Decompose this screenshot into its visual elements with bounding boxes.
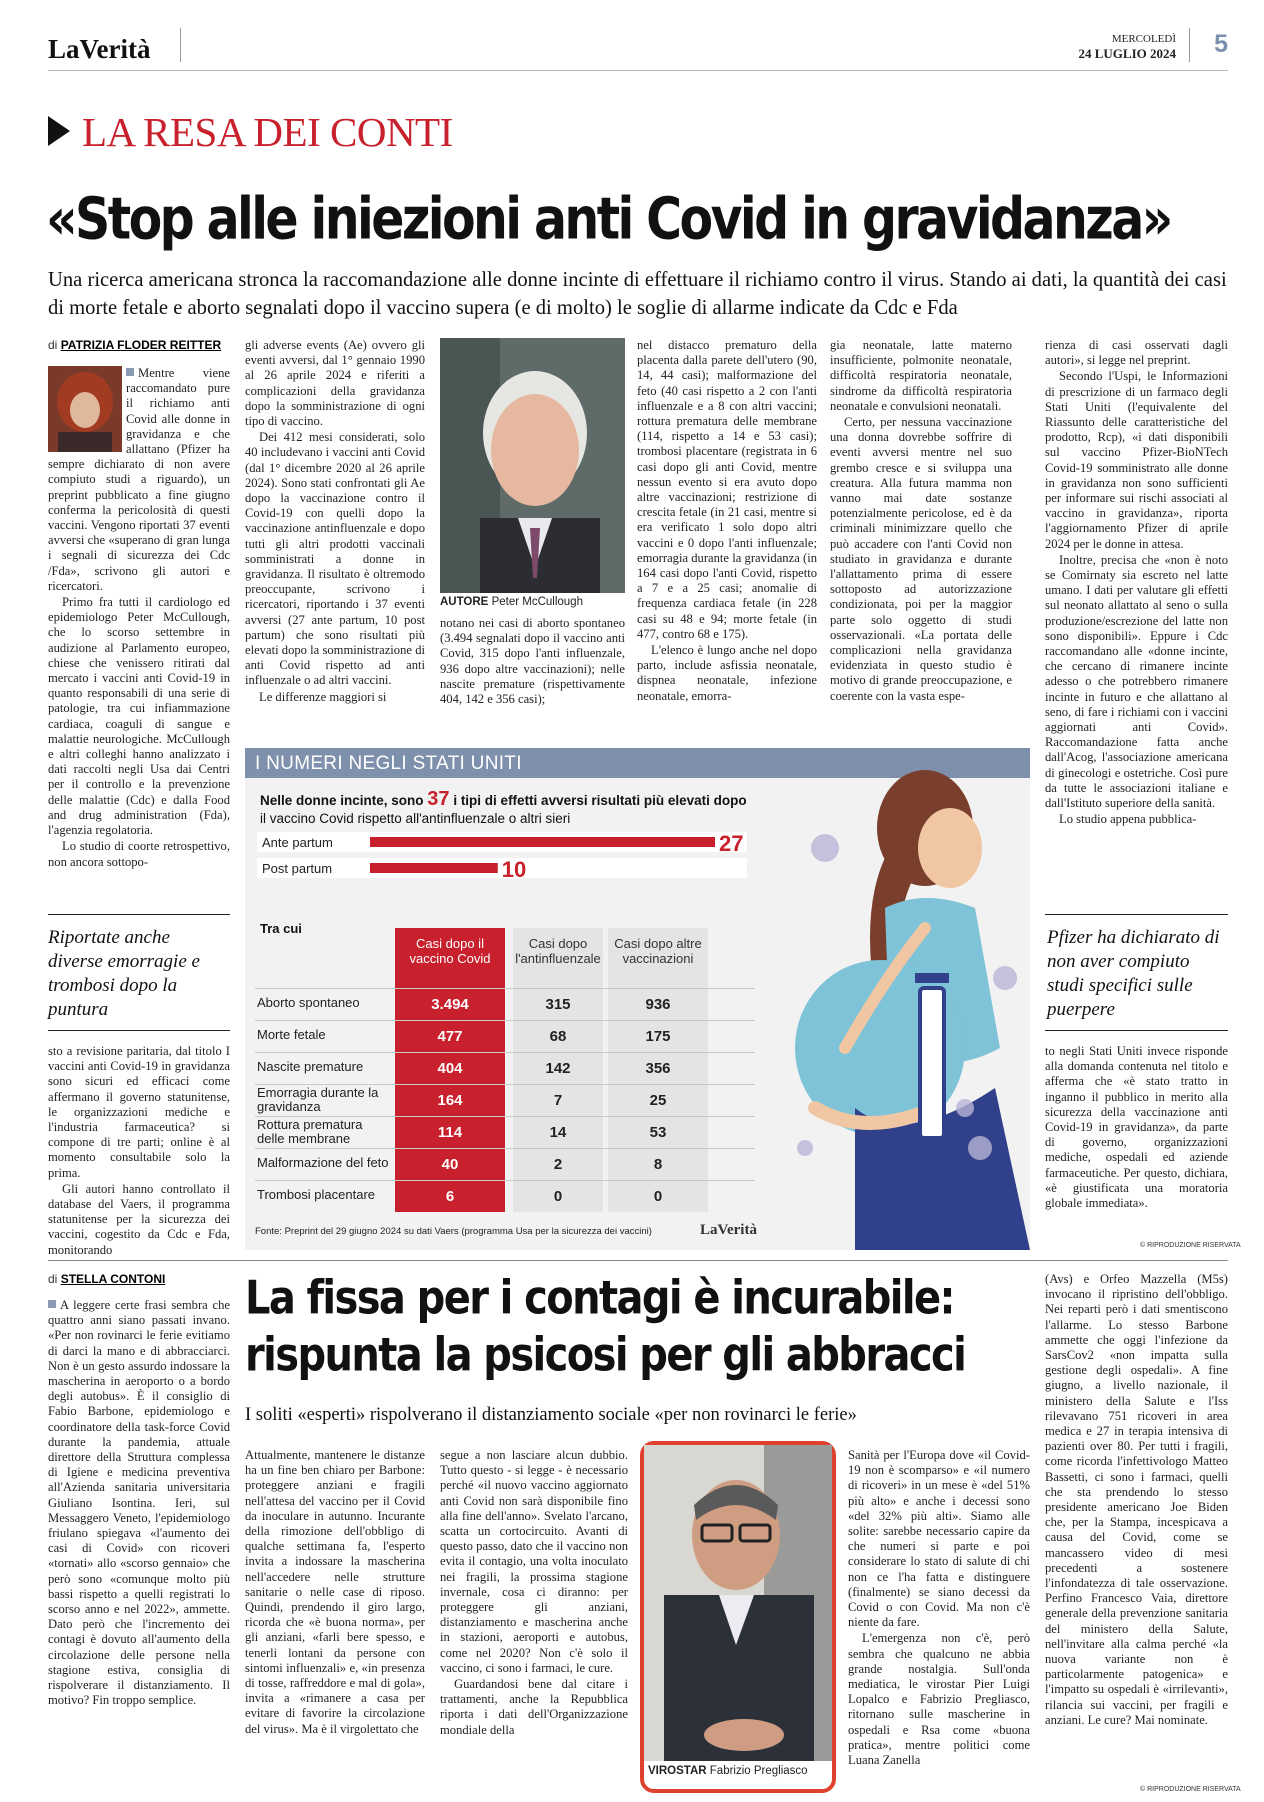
a2-col4-a: Sanità per l'Europa dove «il Covid-19 non è scomparso» e «il numero di ricoveri» in un mese è «del 51% più alto» e anche i decessi sono «del 32% più alti». Siamo alle solite: sarebbe necessario capire da che numeri si parte e poi considerare lo stato di salute di chi non ce l'ha fatta e distinguere (finalmente) se siano decessi da Covid o con Covid. Ma non c'è niente da fare. (848, 1448, 1030, 1630)
row-label-4: Emorragia durante la gravidanza (257, 1085, 379, 1114)
cell-2-3: 175 (645, 1028, 671, 1045)
article-separator (48, 1260, 1228, 1261)
cell-7-1: 6 (445, 1188, 455, 1205)
cell-1-1: 3.494 (431, 996, 469, 1013)
article2-subtitle: I soliti «esperti» rispolverano il distanziamento sociale «per non rovinarci le ferie» (245, 1405, 857, 1425)
infographic-logo: LaVerità (700, 1222, 757, 1238)
a1-col3-a: notano nei casi di aborto spontaneo (3.494 segnalati dopo il vaccino anti Covid, 315 dopo l'anti influenzale, 936 dopo altre vaccinazioni); nelle nascite premature (rispettivamente 404, 142 e 356 casi); (440, 616, 625, 707)
article2-rights: © RIPRODUZIONE RISERVATA (1140, 1786, 1241, 1793)
row-label-3: Nascite premature (257, 1059, 364, 1074)
a1-col6-c: Inoltre, precisa che «non è noto se Comirnaty sia escreto nel latte umano. I dati per valutare gli effetti sul neonato allattato al seno o sulla produzione/escrezione del latte non sono disponibili». Eppure i Cdc raccomandano alle «donne incinte, che cercano di rimanere incinte adesso o che potrebbero rimanere incinte in futuro e che allattano al seno, di fare i richiami con i vaccini aggiornati anti Covid». Raccomandazione fatta anche dall'Acog, l'associazione americana di ginecologi e ostetriche. Così pure da tutte le associazioni italiane e dall'Istituto superiore della sanità. (1045, 552, 1228, 811)
a1-col6-bottom: to negli Stati Uniti invece risponde alla domanda contenuta nel titolo e afferma che «è stato tratto in inganno il pubblico in merito alla sicurezza della vaccinazione anti Covid-19 in gravidanza», da parte di governo, organizzazioni mediche, ospedali ed aziende farmaceutiche. Per questo, dichiara, «è giustificata una moratoria globale immediata». (1045, 1044, 1228, 1211)
article2-col4 (848, 1448, 1030, 1790)
a1-col5-b: Certo, per nessuna vaccinazione una donna dovrebbe soffrire di eventi avversi mentre nel suo grembo cresce e si sviluppa una creatura. Alla futura mamma non vanno mai date sostanze potenzialmente pericolose, ed è da criminali minimizzare quello che può accadere con l'anti Covid non studiato in gravidanza e durante l'allattamento prima di essere sottoposto ad autorizzazione condizionata, poi per la maggior parte solo oggetto di studi osservazionali. «La portata delle complicazioni nella gravidanza evidenziata in questo studio è motivo di grande preoccupazione, e coerente con la vasta espe- (830, 415, 1012, 703)
infographic-intro (260, 788, 800, 811)
column-header-1: Casi dopo il vaccino Covid (409, 936, 491, 966)
quote-right-bottom-rule (1045, 1030, 1228, 1031)
a2-col4-b: L'emergenza non c'è, però sembra che qualcuno ne abbia grande nostalgia. Sull'onda mediatica, le virostar Pier Luigi Lopalco e Fabrizio Pregliasco, ritornano sulle mascherine in ospedali e Rsa come «buona pratica», mentre politici come Luana Zanella (848, 1631, 1030, 1768)
a1-col6-d: Lo studio appena pubblica- (1059, 812, 1197, 827)
partum-bar-chart (245, 830, 765, 884)
article2-col3 (440, 1448, 628, 1790)
page-number: 5 (1214, 30, 1228, 58)
portrait-man-glasses-icon (644, 1445, 832, 1761)
a1-col1-b: Primo fra tutti il cardiologo ed epidemiologo Peter McCullough, che lo scorso settembre in audizione al Parlamento europeo, chiese che venissero ritirati dal mercato i vaccini anti Covid-19 in quanto responsabili di una serie di patologie, tra cui infiammazione cardiaca, coaguli di sangue e malattie neurologiche. McCullough e altri colleghi hanno analizzato i dati raccolti negli Usa dai Centri per il controllo e la prevenzione delle malattie (Cdc) e dalla Food and drug administration (Fda), l'agenzia regolatoria. (48, 595, 230, 838)
intro-pre: Nelle donne incinte, sono (260, 793, 424, 808)
cell-2-2: 68 (549, 1028, 567, 1045)
infographic-intro-line2: il vaccino Covid rispetto all'antinfluenzale o altri sieri (260, 811, 571, 826)
a1-col4-a: nel distacco prematuro della placenta dalla parete dell'utero (90, 14, 44 casi); malformazione del feto (40 casi rispetto a 2 con l'anti influenzale e a 8 con altri vaccini; rottura prematura delle membrane (114, rispetto a 14 e 53 casi); trombosi placentare (registrata in 6 casi dopo gli anti Covid, mentre nessun evento si era avuto dopo altre vaccinazioni; restrizione di crescita fetale (in 21 casi, mentre si era verificato 1 solo dopo altri vaccini e 0 dopo l'anti influenzale; emorragia durante la gravidanza (in 164 casi dopo l'anti Covid, rispetto a 7 e a 25 casi; anomalie di frequenza cardiaca fetale (in 228 casi su 48 e 94; morte fetale (in 477, contro 68 e 175). (637, 338, 817, 641)
cell-6-3: 8 (653, 1156, 663, 1173)
a1-col2-a: gli adverse events (Ae) ovvero gli eventi avversi, dal 1° gennaio 1990 al 26 aprile 2024 e riferiti a complicazioni della gravidanza dopo la somministrazione di ogni tipo di vaccino. (245, 338, 425, 429)
portrait-man-icon (440, 338, 625, 593)
cell-3-2: 142 (545, 1060, 571, 1077)
cell-3-3: 356 (645, 1060, 671, 1077)
caption2-label: VIROSTAR (648, 1765, 707, 1777)
masthead (48, 28, 1228, 70)
byline-name: PATRIZIA FLODER REITTER (60, 338, 222, 352)
article1-col6-bottom (1045, 1044, 1228, 1236)
row-divider (255, 988, 755, 989)
photo-pregliasco-frame (640, 1441, 836, 1793)
intro-num: 37 (427, 788, 450, 810)
article1-headline: «Stop alle iniezioni anti Covid in gravidanza» (46, 185, 1171, 253)
quote-right: Pfizer ha dichiarato di non aver compiuto studi specifici sulle puerpere (1047, 927, 1220, 1020)
a1-col1-bottom: sto a revisione paritaria, dal titolo I vaccini anti Covid-19 in gravidanza sono sicuri ed efficaci come affermano il governo statunitense, le organizzazioni mediche e l'industria farmaceutica? si compone di tre parti; online è al momento consultabile solo la prima. (48, 1044, 230, 1180)
bar-label-1: Ante partum (262, 835, 333, 850)
cell-4-3: 25 (649, 1092, 667, 1109)
photo-caption-mccullough (440, 596, 583, 608)
a2-col3-a: segue a non lasciare alcun dubbio. Tutto questo - si legge - è necessario perché «il nuovo vaccino aggiornato anti Covid non sarà disponibile fino alla fine dell'anno». Svelato l'arcano, scatta un cortocircuito. Avanti di questo passo, dato che il vaccino non evita il contagio, una volta inoculato nei fragili, la prossima stagione invernale, cosa ci diranno: per proteggere gli anziani, distanziamento e mascherina anche in stazioni, aeroporti e autobus, come nel 2020? Non c'è solo il vaccino, ci sono i farmaci, le cure. (440, 1448, 628, 1675)
cell-7-3: 0 (653, 1188, 663, 1205)
a2-col2-a: Attualmente, mantenere le distanze ha un fine ben chiaro per Barbone: proteggere anziani e fragili nell'attesa del vaccino per il Covid da inoculare in autunno. Incurante della rimozione dell'obbligo di qualche settimana fa, l'esperto invita a indossare la mascherina nell'accedere nelle strutture sanitarie o nelle case di riposo. Quindi, prendendo il giro largo, ricorda che «è buona norma», per gli anziani, «farli bere spesso, e tenerli lontani da persone con sintomi influenzali» e, «in presenza di tosse, raffreddore e mal di gola», invita a «rimanere a casa per evitare di favorire la circolazione del virus». Ma è il virgolettato che (245, 1448, 425, 1736)
section-title: LA RESA DEI CONTI (82, 109, 453, 155)
quote-left-bottom-rule (48, 1030, 230, 1031)
cell-4-1: 164 (437, 1092, 463, 1109)
a1-col6-a: rienza di casi osservati dagli autori», si legge nel preprint. (1045, 338, 1228, 368)
a1-col1-c: Lo studio di coorte retrospettivo, non ancora sottopo- (48, 839, 230, 869)
row-divider (255, 1052, 755, 1053)
column-header-3: Casi dopo altre vaccinazioni (614, 936, 702, 966)
article2-col5 (1045, 1272, 1228, 1782)
article1-rights: © RIPRODUZIONE RISERVATA (1140, 1242, 1241, 1249)
caption2-name: Fabrizio Pregliasco (709, 1765, 808, 1777)
article2-byline (48, 1272, 165, 1286)
article1-col1-bottom (48, 1044, 230, 1257)
cell-1-2: 315 (545, 996, 571, 1013)
cell-2-1: 477 (437, 1028, 463, 1045)
row-divider (255, 1180, 755, 1181)
article1-col5 (830, 338, 1012, 728)
article1-col3 (440, 616, 625, 728)
bar-value-2: 10 (501, 857, 527, 882)
infographic-source: Fonte: Preprint del 29 giugno 2024 su dati Vaers (programma Usa per la sicurezza dei vaccini) (255, 1226, 652, 1237)
quote-left-top-rule (48, 914, 230, 915)
row-label-1: Aborto spontaneo (257, 995, 360, 1010)
cell-5-3: 53 (649, 1124, 667, 1141)
byline2-name: STELLA CONTONI (60, 1272, 166, 1286)
cell-6-1: 40 (441, 1156, 459, 1173)
a1-col2-b: Dei 412 mesi considerati, solo 40 includevano i vaccini anti Covid (dal 1° dicembre 2020 al 26 aprile 2024). Sono stati confrontati gli Ae dopo la vaccinazione contro il Covid-19 con quelli dopo la vaccinazione antinfluenzale e dopo tutti gli altri prodotti vaccinali somministrati a donne in gravidanza. Il risultato è oltremodo preoccupante, scrivono i ricercatori, riportando i 37 eventi avversi (27 ante partum, 10 post partum) che sono risultati più elevati dopo la somministrazione di anti Covid rispetto ad anti influenzale o ad altri vaccini. (245, 430, 425, 688)
intro-post: i tipi di effetti avversi risultati più elevati dopo (453, 793, 747, 808)
infographic (245, 748, 1030, 1250)
a2-col1-a: A leggere certe frasi sembra che quattro anni siano passati invano. «Per non rovinarci le ferie evitiamo di darci la mano e di abbracciarci. Non è un gesto assurdo indossare la mascherina in aeroporto o a bordo degli autobus». È il consiglio di Fabio Barbone, epidemiologo e coordinatore della task-force Covid durante la pandemia, attuale direttore della Struttura complessa di Igiene e medicina preventiva all'Azienda sanitaria universitaria Giuliano Isontina. Ieri, sul Messaggero Veneto, l'epidemiologo friulano spiegava «l'aumento dei casi di Covid» con ricoveri «tornati» allo «scorso gennaio» che però sono «comunque molto più bassi rispetto a quelli registrati lo scorso anno e nel 2022», ammette. Dato però che l'incremento dei contagi è dovuto all'aumento della circolazione delle persone nella stagione estiva, consiglia di rispolverare il distanziamento. Il motivo? Fin troppo semplice. (48, 1298, 230, 1708)
row-divider (255, 1148, 755, 1149)
cell-7-2: 0 (553, 1188, 563, 1205)
bar-label-2: Post partum (262, 861, 333, 876)
masthead-date: 24 LUGLIO 2024 (1078, 46, 1176, 61)
byline-prefix: di (48, 338, 58, 352)
cell-5-2: 14 (549, 1124, 567, 1141)
masthead-day: MERCOLEDÌ (1111, 33, 1176, 45)
tra-cui-label: Tra cui (260, 921, 302, 936)
bar-2 (370, 863, 498, 873)
article1-col4 (637, 338, 817, 728)
cell-5-1: 114 (437, 1124, 463, 1141)
a2-col5-a: (Avs) e Orfeo Mazzella (M5s) invocano il ripristino dell'obbligo. Nei reparti però i dati smentiscono l'allarme. Lo stesso Barbone ammette che oggi l'infezione da SarsCov2 «non impatta sulla gestione degli ospedali». A fine giugno, a livello nazionale, il ministero della Salute e l'Iss rilevavano 751 ricoveri in area medica e 27 in terapia intensiva di pazienti over 80. Per tutti i fragili, come ricorda l'infettivologo Matteo Bassetti, ci sono i farmaci, quelli che sta prendendo lo stesso presidente americano Joe Biden che, per la Stampa, incespicava a causa del Covid, come se mancassero video di mesi precedenti a sostenere l'infondatezza di tale osservazione. Perfino Francesco Vaia, direttore generale della prevenzione sanitaria del ministero della Salute, nell'invitare alla calma perché «la nuova variante non è particolarmente patogenica» e l'impatto su ospedali è «irrilevanti», rilancia sui vaccini, per fragili e anziani. Le cure? Mai nominate. (1045, 1272, 1228, 1727)
row-label-2: Morte fetale (257, 1027, 326, 1042)
row-label-7: Trombosi placentare (257, 1187, 376, 1202)
article2-headline-1: La fissa per i contagi è incurabile: (245, 1272, 954, 1326)
photo-caption-pregliasco (648, 1765, 808, 1777)
a1-col5-a: gia neonatale, latte materno insufficiente, polmonite neonatale, difficoltà respiratoria neonatale, sindrome da difficoltà respiratoria neonatale e convulsioni neonatali. (830, 338, 1012, 413)
infographic-title: I NUMERI NEGLI STATI UNITI (255, 753, 522, 774)
article2-col1 (48, 1298, 230, 1790)
quote-right-top-rule (1045, 914, 1228, 915)
a1-col1-bottom-b: Gli autori hanno controllato il database del Vaers, il programma statunitense per la sicurezza dei vaccini, cogestito da Cdc e Fda, monitorando (48, 1181, 230, 1257)
article2-col2 (245, 1448, 425, 1790)
photo-mccullough (440, 338, 625, 593)
article1-subtitle: Una ricerca americana stronca la raccomandazione alle donne incinte di effettuare il richiamo contro il virus. Stando ai dati, la quantità dei casi di morte fetale e aborto segnalati dopo il vaccino supera (e di molto) le soglie di allarme indicate da Cdc e Fda (48, 269, 1227, 319)
cell-1-3: 936 (645, 996, 671, 1013)
row-label-5: Rottura prematura delle membrane (257, 1117, 363, 1146)
quote-left: Riportate anche diverse emorragie e trombosi dopo la puntura (48, 927, 200, 1020)
caption-name: Peter McCullough (491, 596, 583, 608)
row-label-6: Malformazione del feto (257, 1155, 389, 1170)
article1-byline (48, 338, 221, 352)
row-divider (255, 1020, 755, 1021)
cell-4-2: 7 (553, 1092, 563, 1109)
section-header (48, 108, 748, 156)
article1-col2 (245, 338, 425, 728)
a1-col2-c: Le differenze maggiori si (259, 689, 387, 704)
cell-6-2: 2 (553, 1156, 563, 1173)
article1-col6 (1045, 338, 1228, 902)
bar-1 (370, 837, 715, 847)
caption-label: AUTORE (440, 596, 489, 608)
effects-table (245, 896, 765, 1216)
masthead-divider-2 (1189, 28, 1190, 62)
cell-3-1: 404 (437, 1060, 463, 1077)
masthead-divider (180, 28, 181, 62)
masthead-logo: LaVerità (48, 34, 151, 64)
masthead-rule (48, 70, 1228, 71)
byline2-prefix: di (48, 1272, 58, 1286)
pregnant-woman-illustration (765, 748, 1030, 1250)
a1-col4-b: L'elenco è lungo anche nel dopo parto, include asfissia neonatale, dispnea neonatale, infezione neonatale, emorra- (637, 643, 817, 703)
article1-col1 (48, 366, 230, 890)
column-header-2: Casi dopo l'antinfluenzale (515, 936, 601, 966)
article2-headline-2: rispunta la psicosi per gli abbracci (245, 1329, 966, 1383)
a1-col6-b: Secondo l'Uspi, le Informazioni di prescrizione di un farmaco degli Stati Uniti (l'equivalente del Riassunto delle caratteristiche del prodotto, Rcp), «i dati disponibili sul vaccino Pfizer-BioNTech Covid-19 somministrato alle donne in gravidanza non sono sufficienti per informare sui rischi associati al vaccino in gravidanza», riporta l'aggiornamento Pfizer di aprile 2024 per le donne in attesa. (1045, 369, 1228, 551)
bar-value-1: 27 (719, 831, 744, 856)
arrow-icon (48, 116, 74, 146)
a2-col3-b: Guardandosi bene dal citare i trattamenti, anche la Repubblica riporta i dati dell'Organizzazione mondiale della (440, 1677, 628, 1737)
a1-col1-a: Mentre viene raccomandato pure il richiamo anti Covid alle donne in gravidanza e che allattano (Pfizer ha sempre dichiarato di non avere compiuto studi a riguardo), un preprint pubblicato a fine giugno conferma la pericolosità di questi vaccini. Vengono riportati 37 eventi avversi che «superano di gran lunga i segnali di sicurezza dei Cdc /Fda», scrivono gli autori e ricercatori. (48, 366, 230, 593)
